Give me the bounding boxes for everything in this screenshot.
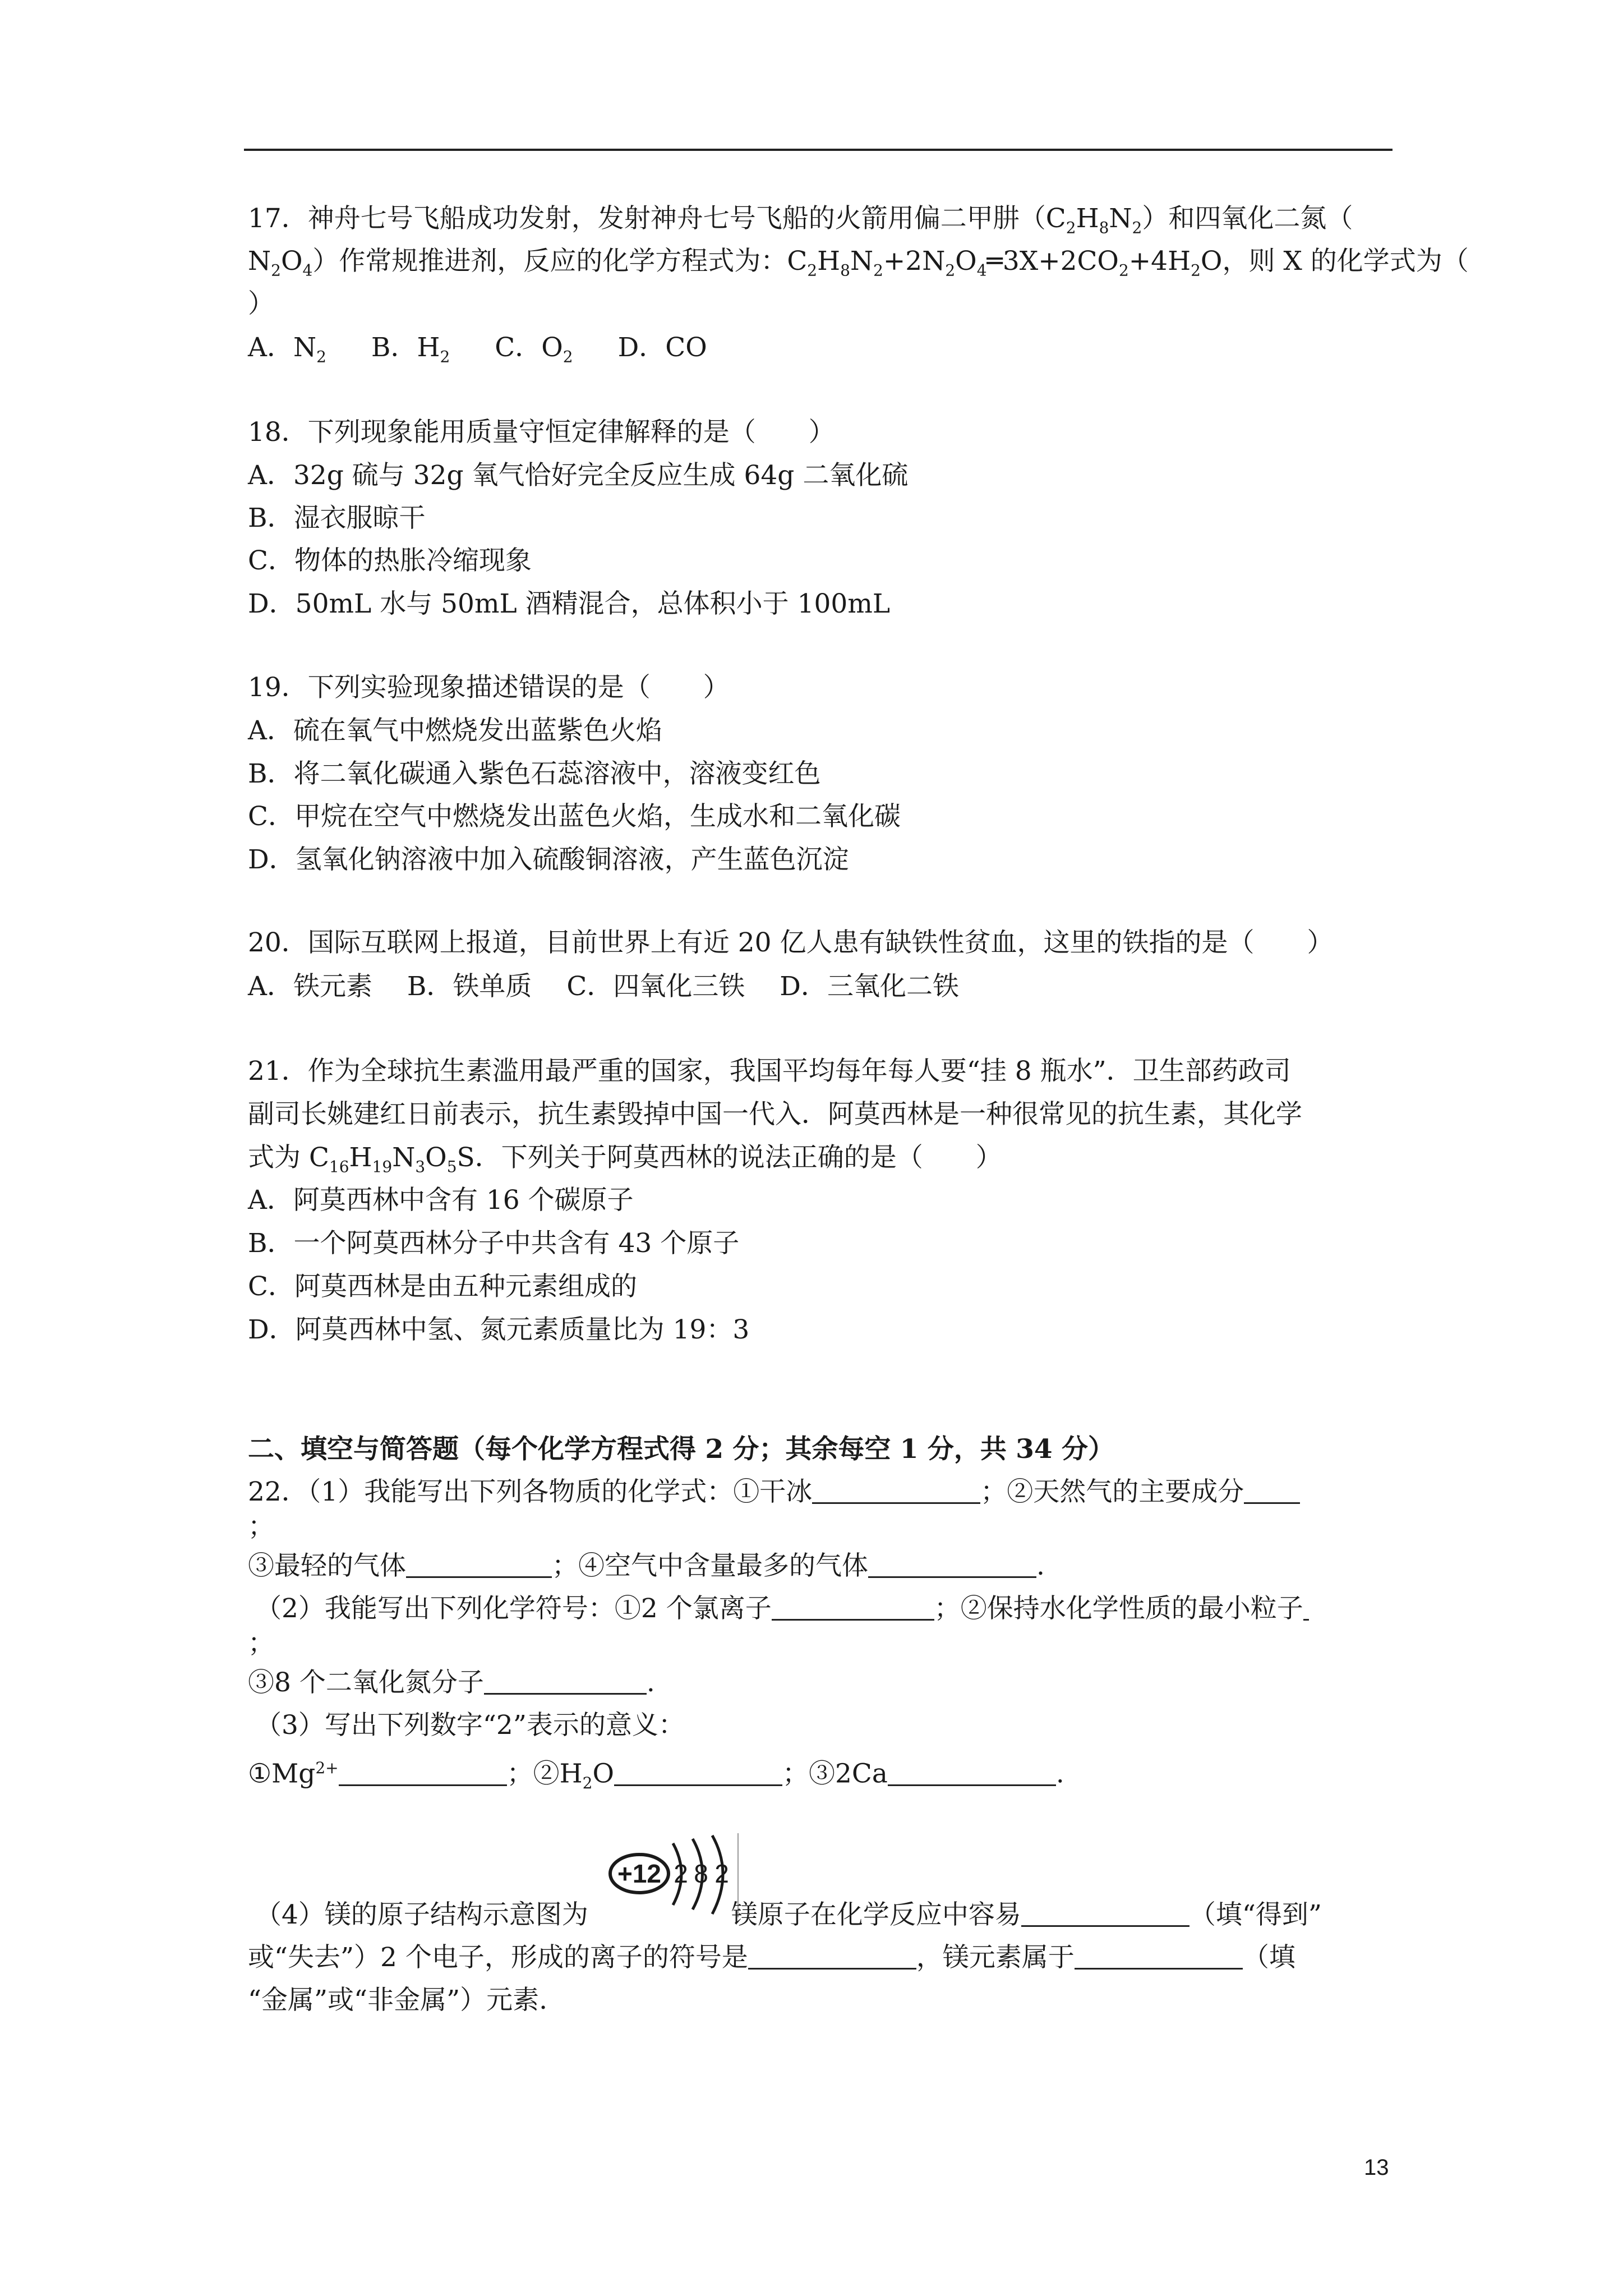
q17-line-3: ） bbox=[248, 288, 274, 319]
q22-part4-line-3: “金属”或“非金属”）元素. bbox=[248, 1985, 548, 2016]
q21-option-b: B．一个阿莫西林分子中共含有 43 个原子 bbox=[248, 1228, 740, 1259]
q20-stem: 20．国际互联网上报道，目前世界上有近 20 亿人患有缺铁性贫血，这里的铁指的是（ ） bbox=[248, 927, 1334, 958]
shell-2-electrons: 8 bbox=[694, 1859, 708, 1888]
shell-3-electrons: 2 bbox=[714, 1859, 729, 1888]
q19-option-a: A．硫在氧气中燃烧发出蓝紫色火焰 bbox=[248, 715, 662, 746]
answer-blank-nitrogen-dioxide[interactable] bbox=[484, 1668, 647, 1695]
q21-line-2: 副司长姚建红日前表示，抗生素毁掉中国一代入．阿莫西林是一种很常见的抗生素，其化学 bbox=[248, 1099, 1302, 1130]
q17-option-b: B．$H_2$ bbox=[371, 332, 450, 366]
q21-option-d: D．阿莫西林中氢、氮元素质量比为 19：3 bbox=[248, 1314, 750, 1345]
q17-option-a: A．$N_2$ bbox=[248, 332, 326, 366]
q21-line-3: 式为 $C_{16}H_{19}N_3O_5S$．下列关于阿莫西林的说法正确的是（ ） bbox=[248, 1142, 1002, 1176]
q17-line-2: $N_2O_4$）作常规推进剂，反应的化学方程式为：$C_2H_8N_2+2N_2O_4═3X+2CO_2+4H_2O$，则 X 的化学式为（ bbox=[248, 246, 1469, 280]
q22-part4-line-1: （4）镁的原子结构示意图为 镁原子在化学反应中容易 （填“得到” bbox=[255, 1899, 1322, 1930]
answer-blank-h2o[interactable] bbox=[614, 1760, 782, 1786]
q18-option-d: D．50mL 水与 50mL 酒精混合，总体积小于 100mL bbox=[248, 588, 891, 619]
section-2-heading: 二、填空与简答题（每个化学方程式得 2 分；其余每空 1 分，共 34 分） bbox=[248, 1434, 1114, 1465]
answer-blank-2ca[interactable] bbox=[888, 1760, 1056, 1786]
q20-options: A．铁元素 B．铁单质 C．四氧化三铁 D．三氧化二铁 bbox=[248, 971, 959, 1002]
answer-blank-metal-type[interactable] bbox=[1075, 1943, 1243, 1970]
nucleus-charge: +12 bbox=[617, 1859, 662, 1888]
q18-option-a: A．32g 硫与 32g 氧气恰好完全反应生成 64g 二氧化硫 bbox=[248, 460, 909, 491]
answer-blank-mg-ion[interactable] bbox=[339, 1760, 507, 1786]
q18-option-b: B．湿衣服晾干 bbox=[248, 503, 426, 533]
answer-blank-gain-or-lose[interactable] bbox=[1021, 1901, 1189, 1927]
answer-blank-chloride-ions[interactable] bbox=[772, 1594, 934, 1621]
q21-option-a: A．阿莫西林中含有 16 个碳原子 bbox=[248, 1185, 634, 1216]
q19-stem: 19．下列实验现象描述错误的是（ ） bbox=[248, 672, 730, 703]
q21-option-c: C．阿莫西林是由五种元素组成的 bbox=[248, 1271, 637, 1302]
q22-part1-line-2: ； bbox=[248, 1511, 274, 1542]
q22-part4-line-2: 或“失去”）2 个电子，形成的离子的符号是 ，镁元素属于 （填 bbox=[248, 1942, 1295, 1973]
page-number: 13 bbox=[1364, 2155, 1389, 2180]
q21-line-1: 21．作为全球抗生素滥用最严重的国家，我国平均每年每人要“挂 8 瓶水”．卫生部药政司 bbox=[248, 1056, 1291, 1087]
answer-blank-dry-ice[interactable] bbox=[812, 1478, 980, 1504]
q22-part1-line-1: 22．（1）我能写出下列各物质的化学式：①干冰 ；②天然气的主要成分 bbox=[248, 1475, 1300, 1509]
q19-option-d: D．氢氧化钠溶液中加入硫酸铜溶液，产生蓝色沉淀 bbox=[248, 844, 849, 875]
header-rule bbox=[244, 149, 1393, 151]
q18-option-c: C．物体的热胀冷缩现象 bbox=[248, 545, 532, 576]
answer-blank-lightest-gas[interactable] bbox=[406, 1552, 552, 1578]
q22-part3-line-1: （3）写出下列数字“2”表示的意义： bbox=[255, 1710, 685, 1741]
answer-blank-water-particle[interactable] bbox=[1303, 1594, 1309, 1621]
answer-blank-most-abundant-gas[interactable] bbox=[868, 1552, 1036, 1578]
q19-option-b: B．将二氧化碳通入紫色石蕊溶液中，溶液变红色 bbox=[248, 758, 821, 789]
q17-option-c: C．$O_2$ bbox=[495, 332, 573, 366]
q22-part3-line-2: $①Mg^{2+}$ ；$②H_2O$ ；③2Ca . bbox=[248, 1758, 1064, 1793]
q17-option-d: D．CO bbox=[617, 332, 707, 363]
shell-1-electrons: 2 bbox=[674, 1859, 688, 1888]
q22-part2-line-2: ； bbox=[248, 1628, 274, 1659]
q18-stem: 18．下列现象能用质量守恒定律解释的是（ ） bbox=[248, 417, 835, 448]
q19-option-c: C．甲烷在空气中燃烧发出蓝色火焰，生成水和二氧化碳 bbox=[248, 801, 901, 832]
q22-part1-line-3: ③最轻的气体 ；④空气中含量最多的气体 . bbox=[248, 1550, 1045, 1581]
q22-part2-line-1: （2）我能写出下列化学符号：①2 个氯离子 ；②保持水化学性质的最小粒子 bbox=[255, 1592, 1309, 1626]
q22-part2-line-3: ③8 个二氧化氮分子 . bbox=[248, 1667, 655, 1698]
q17-line-1: 17．神舟七号飞船成功发射，发射神舟七号飞船的火箭用偏二甲肼$(C_2H_8N_2)$和四氧化二氮（ bbox=[248, 203, 1353, 237]
answer-blank-natural-gas[interactable] bbox=[1244, 1478, 1300, 1504]
answer-blank-ion-symbol[interactable] bbox=[748, 1943, 916, 1970]
q17-options bbox=[248, 331, 707, 374]
